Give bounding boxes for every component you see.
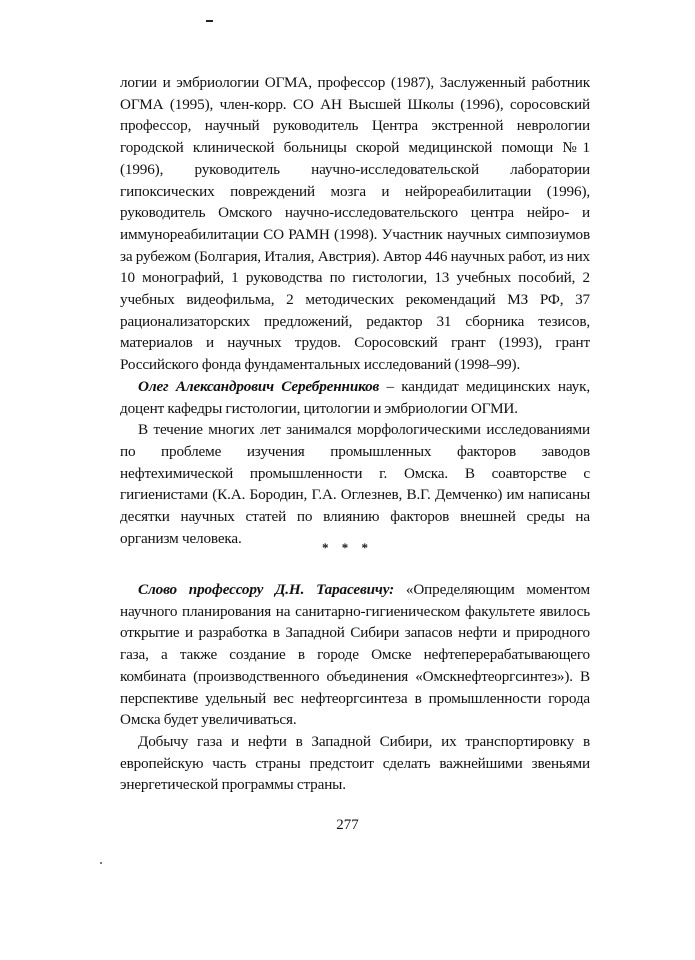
page-number: 277 <box>336 817 359 833</box>
quote-text: «Определяющим моментом научного планирования на санитарно-гигиеническом факультете явилось открытие и разработка в Западной Сибири запасов нефти и природного газа, а также создание в городе Омске нефтеперерабатывающего комбината (производственного объединения «Омскнефтеоргсинтез»). В перспективе удельный вес нефтеоргсинтеза в промышленности города Омска будет увеличиваться. <box>120 581 590 729</box>
person-name: Олег Александрович Серебренников <box>138 377 380 395</box>
paragraph-quote-intro <box>120 579 590 731</box>
person-description: – кандидат медицинских наук, доцент кафедры гистологии, цитологии и эмбриологии ОГМИ. <box>120 377 590 417</box>
biography-block <box>120 72 590 549</box>
scan-speck <box>206 20 213 22</box>
paragraph-serebrennikov <box>120 376 590 419</box>
paragraph-biography-continuation: логии и эмбриологии ОГМА, профессор (1987), Заслуженный работник ОГМА (1995), член-корр. СО АН Высшей Школы (1996), соросовский профессор, научный руководитель Центра экстренной неврологии городской клинической больницы скорой медицинской помощи №1 (1996), руководитель научно-исследовательской лаборатории гипоксических повреждений мозга и нейрореабилитации (1996), руководитель Омского научно-исследовательского центра нейро- и иммунореабилитации СО РАМН (1998). Участник научных симпозиумов за рубежом (Болгария, Италия, Австрия). Автор 446 научных работ, из них 10 монографий, 1 руководства по гистологии, 13 учебных пособий, 2 учебных видеофильма, 2 методических рекомендаций МЗ РФ, 37 рационализаторских предложений, редактор 31 сборника тезисов, материалов и научных трудов. Соросовский грант (1993), грант Российского фонда фундаментальных исследований (1998–99). <box>120 74 590 374</box>
paragraph-research: В течение многих лет занимался морфологическими исследованиями по проблеме изучения промышленных факторов заводов нефтехимической промышленности г. Омска. В соавторстве с гигиенистами (К.А. Бородин, Г.А. Оглезнев, В.Г. Демченко) им написаны десятки научных статей по влиянию факторов внешней среды на организм человека. <box>120 421 590 547</box>
quote-block <box>120 579 590 796</box>
paragraph-quote-continuation: Добычу газа и нефти в Западной Сибири, их транспортировку в европейскую часть страны предстоит сделать важнейшими звеньями энергетической программы страны. <box>120 732 590 794</box>
quote-lead: Слово профессору Д.Н. Тарасевичу: <box>138 581 395 598</box>
scan-speck-lower <box>100 862 102 864</box>
section-separator: * * * <box>322 540 373 555</box>
